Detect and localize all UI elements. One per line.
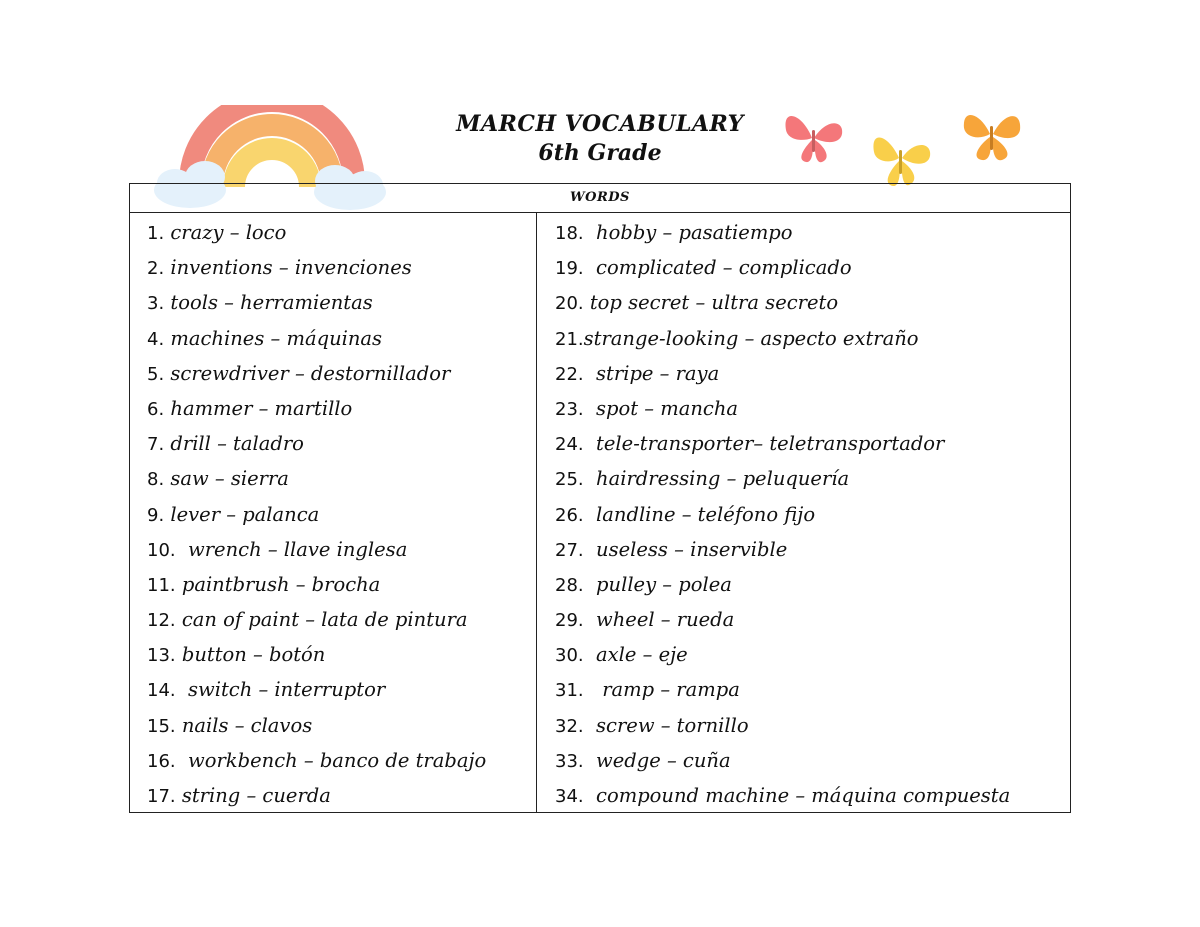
- vocab-item: [555, 637, 1070, 672]
- vocab-item-text: switch – interruptor: [175, 678, 386, 702]
- vocab-item: [555, 356, 1070, 391]
- vocab-item-text: spot – mancha: [583, 396, 739, 420]
- vocab-item-number: 34.: [555, 786, 584, 807]
- vocab-item: [147, 532, 536, 567]
- vocab-item: [555, 672, 1070, 707]
- vocab-item-number: 10.: [147, 539, 176, 561]
- vocab-item-text: paintbrush – brocha: [175, 572, 381, 596]
- vocab-item: [555, 708, 1070, 743]
- vocab-item-text: lever – palanca: [164, 502, 320, 526]
- vocab-item: [555, 497, 1070, 532]
- vocab-item-text: wheel – rueda: [583, 608, 735, 632]
- vocab-item: [555, 250, 1070, 285]
- page-title: MARCH VOCABULARY: [456, 111, 744, 137]
- vocab-item: [555, 602, 1070, 637]
- vocab-item: [147, 391, 536, 426]
- vocab-item: [147, 743, 536, 778]
- vocab-item-text: top secret – ultra secreto: [583, 291, 839, 315]
- vocab-item: [147, 602, 536, 637]
- vocab-item-number: 12.: [147, 610, 176, 632]
- vocab-item-number: 19.: [555, 258, 584, 280]
- vocab-item-text: hobby – pasatiempo: [583, 221, 793, 244]
- vocab-item-number: 9.: [147, 504, 165, 526]
- vocab-item-number: 29.: [555, 610, 584, 632]
- vocab-item-text: strange-looking – aspecto extraño: [583, 326, 919, 350]
- vocab-item: [555, 321, 1070, 356]
- vocab-item-text: nails – clavos: [175, 713, 313, 737]
- vocab-item-text: saw – sierra: [164, 467, 289, 491]
- vocab-item-number: 33.: [555, 750, 584, 772]
- vocab-item-text: inventions – invenciones: [164, 256, 412, 280]
- vocab-item-number: 26.: [555, 504, 584, 526]
- vocab-item-text: stripe – raya: [583, 361, 720, 385]
- butterfly-orange-icon: [960, 106, 1024, 166]
- vocab-item: [555, 285, 1070, 320]
- vocab-item-text: hammer – martillo: [164, 396, 353, 420]
- vocab-item-number: 16.: [147, 750, 176, 772]
- vocab-item-number: 8.: [147, 469, 165, 491]
- vocab-item: [147, 215, 536, 250]
- vocab-item: [147, 426, 536, 461]
- vocab-item-number: 20.: [555, 293, 584, 315]
- vocab-item-number: 28.: [555, 574, 584, 596]
- vocab-item-text: workbench – banco de trabajo: [175, 748, 487, 772]
- vocab-item: [147, 356, 536, 391]
- vocab-item-text: tele-transporter– teletransportador: [583, 432, 945, 456]
- vocab-item-number: 4.: [147, 328, 165, 350]
- vocab-item-number: 24.: [555, 434, 584, 456]
- vocab-item-number: 11.: [147, 574, 176, 596]
- vocab-item-text: wrench – llave inglesa: [175, 537, 408, 561]
- vocab-item: [147, 637, 536, 672]
- vocab-item-text: button – botón: [175, 643, 326, 667]
- vocab-item-number: 21.: [555, 328, 584, 350]
- vocab-item: [147, 567, 536, 602]
- vocab-item-text: screwdriver – destornillador: [164, 361, 451, 385]
- title-block: [400, 110, 800, 168]
- vocab-item-number: 30.: [555, 645, 584, 667]
- vocab-item-text: machines – máquinas: [164, 326, 383, 350]
- vocab-item-text: complicated – complicado: [583, 256, 852, 280]
- right-column: [537, 213, 1070, 812]
- vocab-item-text: screw – tornillo: [583, 713, 749, 737]
- vocab-item-number: 6.: [147, 398, 165, 420]
- vocab-item: [555, 426, 1070, 461]
- vocab-item: [555, 743, 1070, 778]
- vocab-item-number: 3.: [147, 293, 165, 315]
- vocab-item-number: 5.: [147, 363, 165, 385]
- vocab-item-number: 17.: [147, 786, 176, 807]
- vocab-item: [147, 497, 536, 532]
- vocabulary-table: [129, 183, 1071, 813]
- table-header: WORDS: [130, 184, 1070, 213]
- vocab-item-text: drill – taladro: [164, 432, 304, 456]
- vocab-item-text: string – cuerda: [175, 784, 331, 807]
- vocab-item: [555, 567, 1070, 602]
- vocab-item: [555, 778, 1070, 813]
- vocab-item-number: 15.: [147, 715, 176, 737]
- vocab-item-text: useless – inservible: [583, 537, 788, 561]
- vocab-item: [147, 778, 536, 813]
- vocab-item-number: 18.: [555, 223, 584, 244]
- vocab-item: [555, 391, 1070, 426]
- vocab-item-text: can of paint – lata de pintura: [175, 608, 468, 632]
- vocab-item-text: crazy – loco: [164, 221, 287, 244]
- vocab-item-text: wedge – cuña: [583, 748, 731, 772]
- vocab-item-text: compound machine – máquina compuesta: [583, 784, 1011, 807]
- vocab-item-text: tools – herramientas: [164, 291, 373, 315]
- vocab-item-text: axle – eje: [583, 643, 688, 667]
- vocab-item-number: 7.: [147, 434, 165, 456]
- vocab-item: [555, 532, 1070, 567]
- vocab-item-number: 32.: [555, 715, 584, 737]
- vocab-item-text: hairdressing – peluquería: [583, 467, 850, 491]
- vocab-item: [147, 708, 536, 743]
- vocab-item: [147, 672, 536, 707]
- vocab-item-number: 27.: [555, 539, 584, 561]
- left-column: [130, 213, 537, 812]
- vocab-item: [147, 285, 536, 320]
- vocab-item-number: 23.: [555, 398, 584, 420]
- vocab-item-number: 1.: [147, 223, 165, 244]
- vocab-item-number: 22.: [555, 363, 584, 385]
- vocab-item-text: ramp – rampa: [583, 678, 740, 702]
- butterfly-yellow-icon: [868, 128, 934, 190]
- vocab-item-text: pulley – polea: [583, 572, 732, 596]
- vocab-item-number: 13.: [147, 645, 176, 667]
- vocab-item: [555, 215, 1070, 250]
- vocab-item: [147, 461, 536, 496]
- vocab-item: [147, 321, 536, 356]
- vocab-item-text: landline – teléfono fijo: [583, 502, 816, 526]
- vocab-item-number: 2.: [147, 258, 165, 280]
- vocab-item: [147, 250, 536, 285]
- page-subtitle: 6th Grade: [538, 140, 662, 166]
- vocab-item: [555, 461, 1070, 496]
- vocab-item-number: 31.: [555, 680, 584, 702]
- vocab-item-number: 25.: [555, 469, 584, 491]
- vocab-item-number: 14.: [147, 680, 176, 702]
